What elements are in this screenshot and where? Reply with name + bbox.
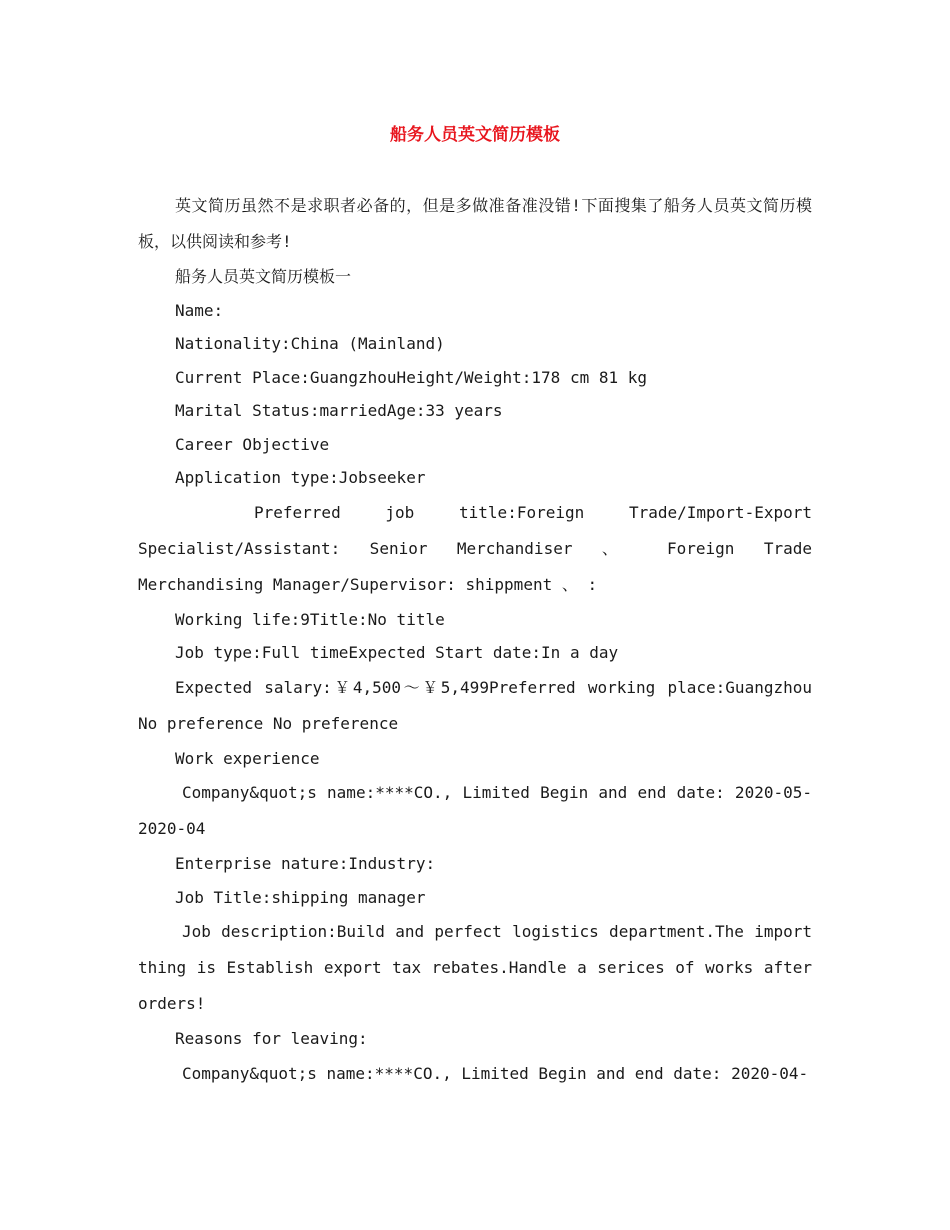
field-job-description: Job description:Build and perfect logistics department.The import thing is Establish export tax rebates.Handle a serices of works after orders! bbox=[138, 922, 812, 1013]
field-reasons-for-leaving: Reasons for leaving: bbox=[175, 1029, 368, 1048]
field-marital-status: Marital Status:marriedAge:33 years bbox=[175, 401, 503, 420]
company-entry-2: Company&quot;s name:****CO., Limited Begin and end date: 2020-04- bbox=[182, 1063, 809, 1083]
field-preferred-job-title: Preferred job title:Foreign Trade/Import-Export Specialist/Assistant: Senior Merchandiser 、 Foreign Trade Merchandising Manager/Supervisor: shippment 、 : bbox=[138, 502, 812, 594]
field-expected-salary: Expected salary:￥4,500～￥5,499Preferred working place:Guangzhou No preference No preference bbox=[138, 677, 812, 733]
field-application-type: Application type:Jobseeker bbox=[175, 468, 426, 487]
document-body bbox=[138, 188, 812, 1092]
document-title: 船务人员英文简历模板 bbox=[390, 125, 560, 145]
career-objective-heading: Career Objective bbox=[175, 434, 330, 454]
field-name: Name: bbox=[175, 300, 224, 320]
field-enterprise-nature: Enterprise nature:Industry: bbox=[175, 854, 436, 873]
company-entry-1: Company&quot;s name:****CO., Limited Begin and end date: 2020-05-2020-04 bbox=[138, 783, 812, 838]
work-experience-heading: Work experience bbox=[175, 748, 320, 768]
field-current-place: Current Place:GuangzhouHeight/Weight:178 cm 81 kg bbox=[175, 367, 648, 387]
intro-paragraph: 英文简历虽然不是求职者必备的，但是多做准备准没错!下面搜集了船务人员英文简历模板，以供阅读和参考! bbox=[138, 196, 812, 251]
section-heading: 船务人员英文简历模板一 bbox=[175, 267, 352, 286]
field-job-title: Job Title:shipping manager bbox=[175, 887, 426, 907]
field-working-life: Working life:9Title:No title bbox=[175, 609, 445, 629]
field-job-type: Job type:Full timeExpected Start date:In a day bbox=[175, 643, 619, 662]
field-nationality: Nationality:China (Mainland) bbox=[175, 334, 445, 353]
